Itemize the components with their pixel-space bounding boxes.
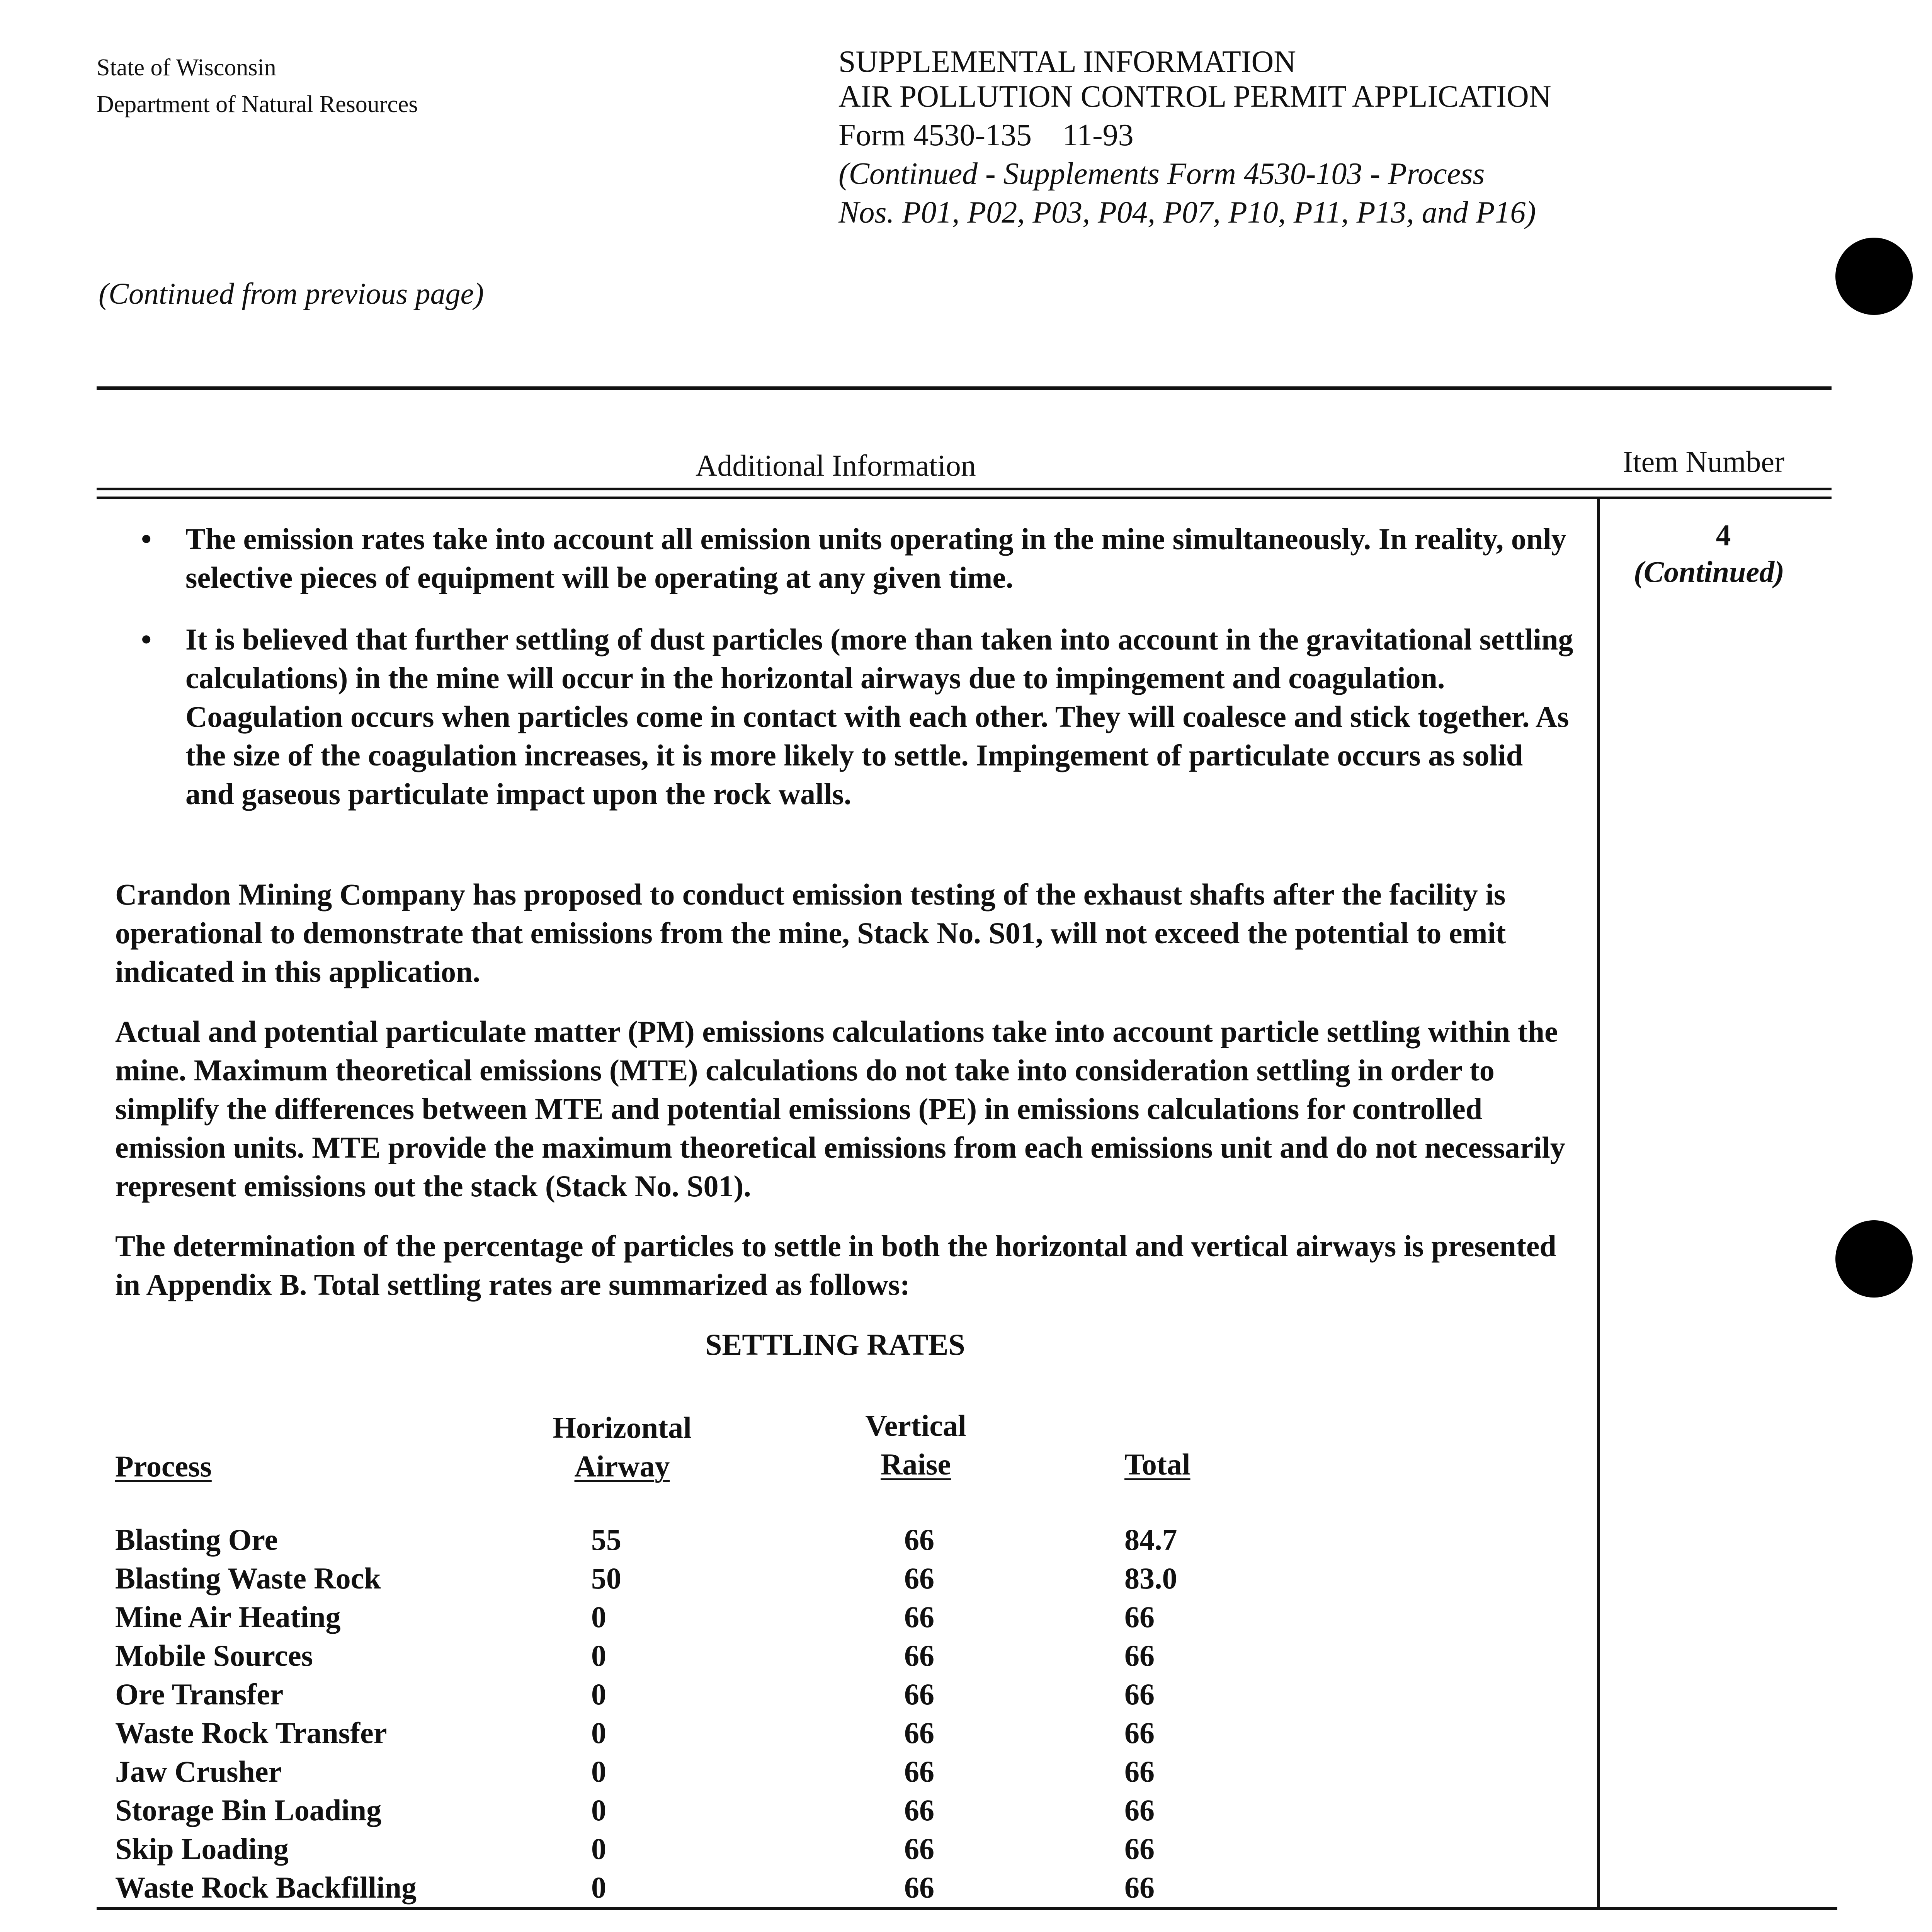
form-title-line1: SUPPLEMENTAL INFORMATION (838, 45, 1296, 79)
cell-vertical: 66 (904, 1677, 934, 1711)
item-number: 4 (1716, 518, 1731, 552)
cell-process: Waste Rock Transfer (115, 1716, 387, 1750)
column-header-item-number: Item Number (1623, 445, 1785, 478)
header-double-rule-bottom (97, 497, 1832, 499)
cell-horizontal: 0 (591, 1716, 606, 1750)
cell-horizontal: 0 (591, 1755, 606, 1788)
cell-process: Waste Rock Backfilling (115, 1871, 417, 1904)
bullet-1-marker: • (141, 522, 152, 556)
cell-total: 66 (1124, 1793, 1155, 1827)
continued-supplements-line2: Nos. P01, P02, P03, P04, P07, P10, P11, P13, and P16) (838, 196, 1536, 230)
header-horizontal-line2: Airway (574, 1449, 670, 1483)
header-process: Process (115, 1449, 212, 1483)
header-double-rule-top (97, 488, 1832, 490)
form-number-line (838, 116, 1134, 155)
continued-supplements-line1: (Continued - Supplements Form 4530-103 - Process (838, 157, 1485, 191)
settling-table-title: SETTLING RATES (705, 1328, 965, 1361)
form-date: 11-93 (1063, 118, 1134, 152)
cell-vertical: 66 (904, 1561, 934, 1595)
cell-horizontal: 0 (591, 1677, 606, 1711)
cell-horizontal: 0 (591, 1832, 606, 1866)
cell-vertical: 66 (904, 1832, 934, 1866)
item-continued-note: (Continued) (1634, 555, 1785, 588)
cell-total: 66 (1124, 1832, 1155, 1866)
cell-process: Blasting Waste Rock (115, 1561, 381, 1595)
bullet-2-marker: • (141, 622, 152, 656)
cell-total: 83.0 (1124, 1561, 1177, 1595)
cell-process: Jaw Crusher (115, 1755, 282, 1788)
paragraph-emission-testing: Crandon Mining Company has proposed to conduct emission testing of the exhaust shafts after the facility is operational to demonstrate that emissions from the mine, Stack No. S01, will not exceed the potential to emit indicated in this application. (115, 878, 1506, 988)
cell-horizontal: 0 (591, 1871, 606, 1904)
cell-vertical: 66 (904, 1716, 934, 1750)
agency-state: State of Wisconsin (97, 54, 276, 81)
cell-total: 66 (1124, 1716, 1155, 1750)
header-vertical-line2: Raise (881, 1447, 951, 1481)
header-vertical-raise (823, 1406, 1009, 1484)
paragraph-settling-determination: The determination of the percentage of particles to settle in both the horizontal and vertical airways is presented in Appendix B. Total settling rates are summarized as follows: (115, 1229, 1556, 1301)
column-header-additional-info: Additional Information (696, 449, 976, 482)
cell-horizontal: 0 (591, 1600, 606, 1634)
cell-vertical: 66 (904, 1871, 934, 1904)
cell-vertical: 66 (904, 1755, 934, 1788)
content-bottom-rule (97, 1907, 1837, 1910)
header-horizontal-line1: Horizontal (553, 1411, 692, 1444)
cell-process: Mobile Sources (115, 1639, 313, 1672)
form-title-line2: AIR POLLUTION CONTROL PERMIT APPLICATION (838, 80, 1551, 114)
cell-total: 66 (1124, 1755, 1155, 1788)
cell-process: Ore Transfer (115, 1677, 284, 1711)
header-horizontal-airway (514, 1408, 730, 1486)
cell-process: Skip Loading (115, 1832, 289, 1866)
header-vertical-line1: Vertical (865, 1409, 966, 1442)
paragraph-pm-calculations: Actual and potential particulate matter (PM) emissions calculations take into account particle settling within the mine. Maximum theoretical emissions (MTE) calculations do not take into consideration settling in order to simplify the differences between MTE and potential emissions (PE) in emissions calculations for controlled emission units. MTE provide the maximum theoretical emissions from each emissions unit and do not necessarily represent emissions out the stack (Stack No. S01). (115, 1015, 1565, 1203)
top-rule (97, 386, 1832, 390)
cell-vertical: 66 (904, 1600, 934, 1634)
bullet-2-text: It is believed that further settling of dust particles (more than taken into account in the gravitational settling calculations) in the mine will occur in the horizontal airways due to impingement and coagulation. Coagulation occurs when particles come in contact with each other. They will coalesce and stick together. As the size of the coagulation increases, it is more likely to settle. Impingement of particulate occurs as solid and gaseous particulate impact upon the rock walls. (185, 622, 1573, 811)
continued-from-previous: (Continued from previous page) (99, 277, 484, 310)
cell-total: 84.7 (1124, 1523, 1177, 1556)
cell-process: Blasting Ore (115, 1523, 278, 1556)
bullet-1-text: The emission rates take into account all emission units operating in the mine simultaneously. In reality, only selective pieces of equipment will be operating at any given time. (185, 522, 1566, 594)
cell-total: 66 (1124, 1600, 1155, 1634)
cell-horizontal: 0 (591, 1639, 606, 1672)
cell-horizontal: 0 (591, 1793, 606, 1827)
cell-process: Storage Bin Loading (115, 1793, 382, 1827)
agency-department: Department of Natural Resources (97, 91, 418, 117)
form-number: Form 4530-135 (838, 118, 1032, 152)
cell-process: Mine Air Heating (115, 1600, 341, 1634)
punch-hole-top (1835, 238, 1913, 315)
header-total: Total (1124, 1447, 1190, 1481)
cell-vertical: 66 (904, 1639, 934, 1672)
cell-total: 66 (1124, 1677, 1155, 1711)
punch-hole-middle (1835, 1220, 1913, 1298)
cell-vertical: 66 (904, 1523, 934, 1556)
cell-horizontal: 50 (591, 1561, 621, 1595)
column-divider (1597, 498, 1600, 1909)
cell-total: 66 (1124, 1871, 1155, 1904)
cell-vertical: 66 (904, 1793, 934, 1827)
cell-total: 66 (1124, 1639, 1155, 1672)
cell-horizontal: 55 (591, 1523, 621, 1556)
